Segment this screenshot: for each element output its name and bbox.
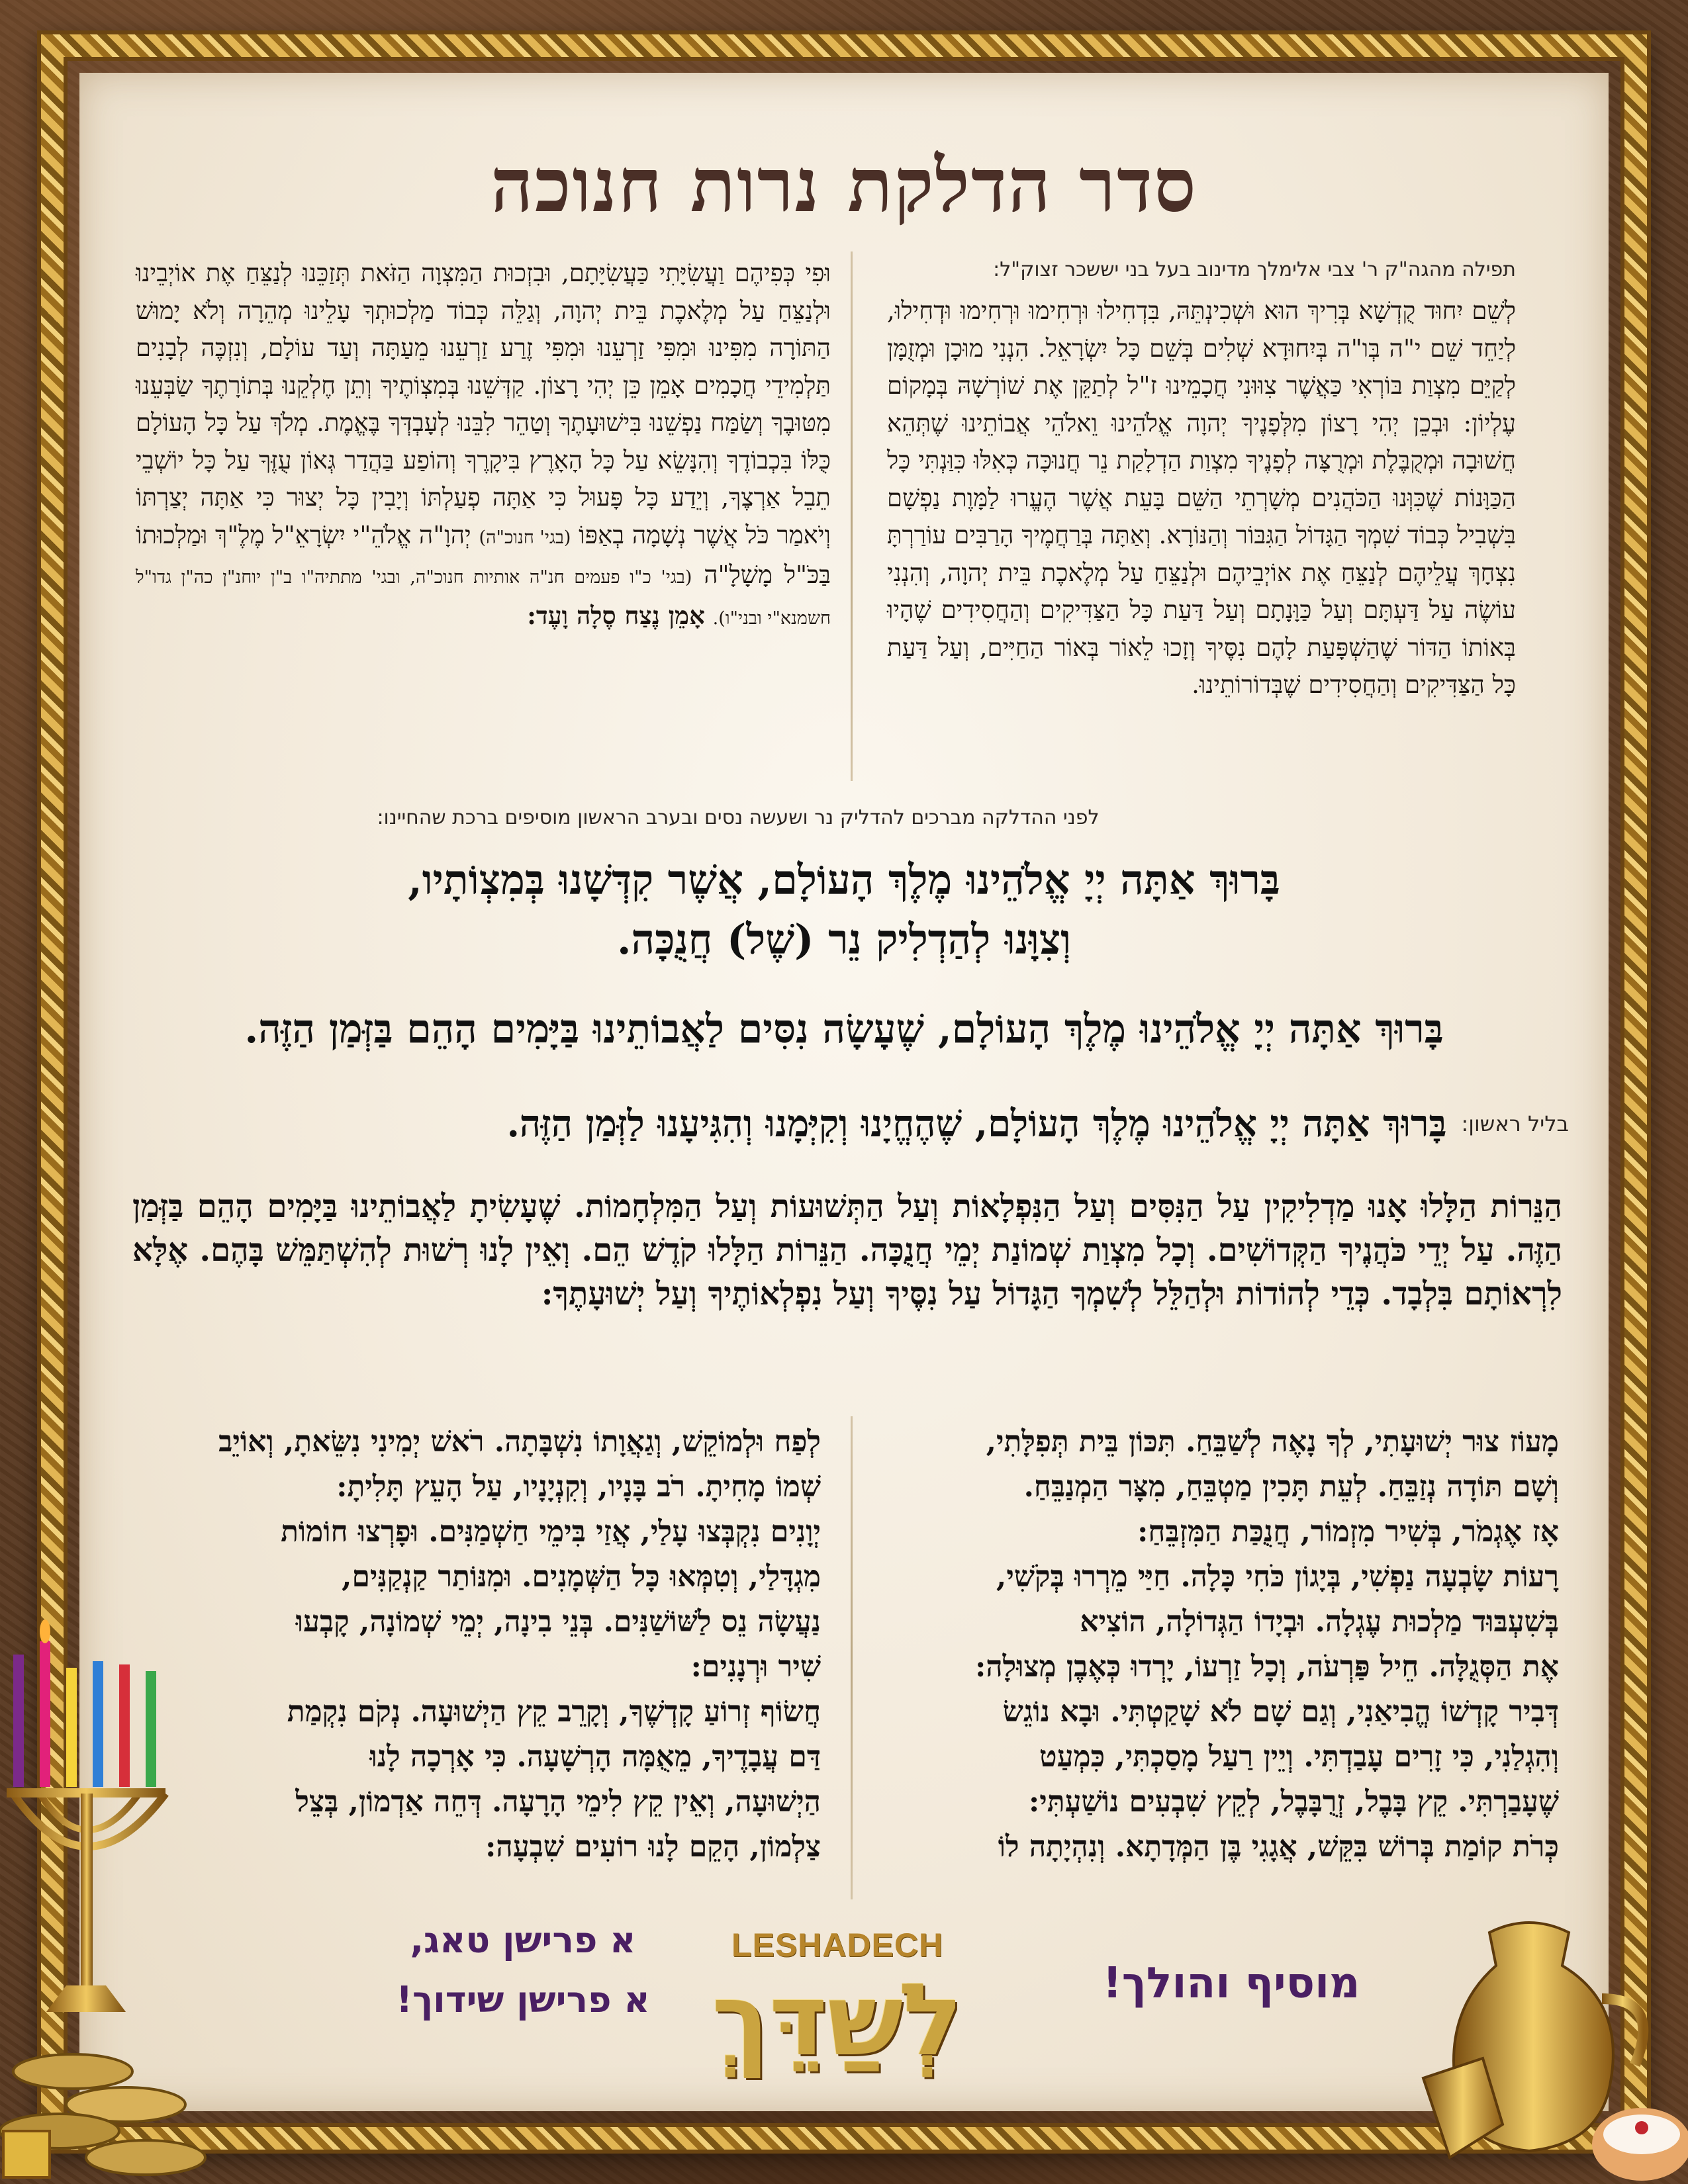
menorah-illustration: [0, 1615, 218, 2184]
blessing-candle-line2: וְצִוָּנוּ לְהַדְלִיק נֵר (שֶׁל) חֲנֻכָּה.: [616, 915, 1072, 964]
maoz-tzur-right-column: מָעוֹז צוּר יְשׁוּעָתִי, לְךָ נָאֶה לְשַׁבֵּחַ. תִּכּוֹן בֵּית תְּפִלָּתִי, וְשָׁם תּוֹדָה נְזַבֵּחַ. לְעֵת תָּכִין מַטְבֵּחַ, מִצָּר הַמְנַבֵּחַ. אָז אֶגְמֹר, בְּשִׁיר מִזְמוֹר, חֲנֻכַּת הַמִּזְבֵּחַ: רָעוֹת שָׂבְעָה נַפְשִׁי, בְּיָגוֹן כֹּחִי כָּלָה. חַיַּי מֵרְרוּ בְּקֹשִׁי, בְּשִׁעְבּוּד מַלְכוּת עֶגְלָה. וּבְיָדוֹ הַגְּדוֹלָה, הוֹצִיא אֶת הַסְּגֻלָּה. חֵיל פַּרְעֹה, וְכָל זַרְעוֹ, יָרְדוּ כְּאֶבֶן מְצוּלָה: דְּבִיר קָדְשׁוֹ הֱבִיאַנִי, וְגַם שָׁם לֹא שָׁקַטְתִּי. וּבָא נוֹגֵשׂ וְהִגְלַנִי, כִּי זָרִים עָבַדְתִּי. וְיֵין רַעַל מָסַכְתִּי, כִּמְעַט שֶׁעָבַרְתִּי. קֵץ בָּבֶל, זְרֻבָּבֶל, לְקֵץ שִׁבְעִים נוֹשַׁעְתִּי: כְּרֹת קוֹמַת בְּרוֹשׁ בִּקֵּשׁ, אֲגָגִי בֶּן הַמְּדָתָא. וְנִהְיָתָה לוֹ: [975, 1425, 1559, 1864]
slogan-left-line2: א פרישן שידוך!: [396, 1979, 650, 2021]
left-prayer-text: וּפִי כְּפִיהֶם וַעֲשִׂיָּתִי כַּעֲשִׂיָּתָם, וּבִזְכוּת הַמִּצְוָה הַזֹּאת תְּזַכֵּנוּ לְנַצֵּחַ אֶת אוֹיְבֵינוּ וּלְנַצֵּחַ עַל מְלֶאכֶת בֵּית יְהוָה, וְגַלֵּה כְּבוֹד מַלְכוּתְךָ עָלֵינוּ מְהֵרָה וְלֹא יָמוּשׁ הַתּוֹרָה מִפִּינוּ וּמִפִּי זַרְעֵנוּ וּמִפִּי זֶרַע זַרְעֵנוּ מֵעַתָּה וְעַד עוֹלָם, וְנִזְכֶּה לְבָנִים תַּלְמִידֵי חֲכָמִים אָמֵן כֵּן יְהִי רָצוֹן. קַדְּשֵׁנוּ בְּמִצְוֹתֶיךָ וְתֵן חֶלְקֵנוּ בְּתוֹרָתֶךָ שַׂבְּעֵנוּ מִטּוּבֶךָ וְשַׂמַּח נַפְשֵׁנוּ בִּישׁוּעָתֶךָ וְטַהֵר לִבֵּנוּ לְעָבְדְּךָ בֶּאֱמֶת. מְלֹךְ עַל כָּל הָעוֹלָם כֻּלּוֹ בִּכְבוֹדֶךָ וְהִנָּשֵׂא עַל כָּל הָאָרֶץ בִּיקָרֶךָ וְהוֹפַע בַּהֲדַר גְּאוֹן עֻזֶּךָ עַל כָּל יוֹשְׁבֵי תֵבֵל אַרְצֶךָ, וְיֵדַע כָּל פָּעוּל כִּי אַתָּה פְעַלְתּוֹ וְיָבִין כָּל יְצוּר כִּי אַתָּה יְצַרְתּוֹ וְיֹאמַר כֹּל אֲשֶׁר נְשָׁמָה בְאַפּוֹ: [136, 259, 831, 549]
candles: [13, 1619, 156, 1787]
blessing-shehecheyanu-row: [126, 1102, 1569, 1146]
left-prayer-text-2: יְהוָ"ה אֱלֹהֵ"י יִשְׂרָאֵ"ל מֶלֶ"ךְ וּמַלְכוּתוֹ בַּכֹּ"ל מָשָׁלָ"ה: [136, 520, 831, 589]
lighting-instruction: לפני ההדלקה מברכים להדליק נר ושעשה נסים ובערב הראשון מוסיפים ברכת שהחיינו:: [377, 806, 1100, 829]
leshadech-logo: [682, 1926, 993, 2124]
logo-english: LESHADECH: [731, 1927, 944, 1964]
slogan-right: מוסיף והולך!: [1102, 1959, 1360, 2008]
blessing-miracles: בָּרוּךְ אַתָּה יְיָ אֱלֹהֵינוּ מֶלֶךְ הָעוֹלָם, שֶׁעָשָׂה נִסִּים לַאֲבוֹתֵינוּ בַּיָּמִים הָהֵם בַּזְּמַן הַזֶּה.: [244, 1006, 1444, 1052]
maoz-tzur-left-column: לְפַח וּלְמוֹקֵשׁ, וְגַאֲוָתוֹ נִשְׁבָּתָה. רֹאשׁ יְמִינִי נִשֵּׂאתָ, וְאוֹיֵב שְׁמוֹ מָחִיתָ. רֹב בָּנָיו, וְקִנְיָנָיו, עַל הָעֵץ תָּלִיתָ: יְוָנִים נִקְבְּצוּ עָלַי, אֲזַי בִּימֵי חַשְׁמַנִּים. וּפָרְצוּ חוֹמוֹת מִגְדָּלַי, וְטִמְּאוּ כָּל הַשְּׁמָנִים. וּמִנּוֹתַר קַנְקַנִּים, נַעֲשָׂה נֵס לַשּׁוֹשַׁנִּים. בְּנֵי בִינָה, יְמֵי שְׁמוֹנָה, קָבְעוּ שִׁיר וּרְנָנִים: חֲשׂוֹף זְרוֹעַ קָדְשֶׁךָ, וְקָרֵב קֵץ הַיְשׁוּעָה. נְקֹם נִקְמַת דַּם עֲבָדֶיךָ, מֵאֻמָּה הָרְשָׁעָה. כִּי אָרְכָה לָנוּ הַיְשׁוּעָה, וְאֵין קֵץ לִימֵי הָרָעָה. דְּחֵה אַדְמוֹן, בְּצֵל צַלְמוֹן, הָקֵם לָנוּ רוֹעִים שִׁבְעָה:: [218, 1425, 821, 1864]
right-prayer-column: [887, 293, 1516, 782]
page-title: סדר הדלקת נרות חנוכה: [491, 142, 1197, 229]
prayer-attribution: תפילה מהגה"ק ר' צבי אלימלך מדינוב בעל בני יששכר זצוק"ל:: [993, 258, 1516, 281]
jug-dreidel-illustration: [1410, 1906, 1688, 2184]
prayer-ending: אָמֵן נֶצַח סֶלָה וָעֶד:: [527, 600, 705, 630]
dreidel-cube: [3, 2131, 50, 2177]
column-divider: [851, 251, 853, 781]
left-prayer-column: [136, 255, 831, 784]
haneirot-halalu: הַנֵּרוֹת הַלָּלוּ אָנוּ מַדְלִיקִין עַל הַנִּסִּים וְעַל הַנִּפְלָאוֹת וְעַל הַתְּשׁוּעוֹת וְעַל הַמִּלְחָמוֹת. שֶׁעָשִׂיתָ לַאֲבוֹתֵינוּ בַּיָּמִים הָהֵם בַּזְּמַן הַזֶּה. עַל יְדֵי כֹּהֲנֶיךָ הַקְּדוֹשִׁים. וְכָל מִצְוַת שְׁמוֹנַת יְמֵי חֲנֻכָּה. הַנֵּרוֹת הַלָּלוּ קֹדֶשׁ הֵם. וְאֵין לָנוּ רְשׁוּת לְהִשְׁתַּמֵּשׁ בָּהֶם. אֶלָּא לִרְאוֹתָם בִּלְבָד. כְּדֵי לְהוֹדוֹת וּלְהַלֵּל לְשִׁמְךָ הַגָּדוֹל עַל נִסֶּיךָ וְעַל נִפְלְאוֹתֶיךָ וְעַל יְשׁוּעָתֶךָ:: [132, 1188, 1562, 1312]
song-column-divider: [851, 1416, 853, 1899]
gematria-note-2: (בגי' כ"ו פעמים חנ"ה אותיות חנוכ"ה, ובגי' מתתיה"ו ב"ן יוחנ"ן כה"ן גדו"ל חשמנא"י ובני"ו).: [136, 567, 831, 629]
gematria-note-1: (בגי' חנוכ"ה): [479, 527, 571, 548]
blessing-candle-line1: בָּרוּךְ אַתָּה יְיָ אֱלֹהֵינוּ מֶלֶךְ הָעוֹלָם, אֲשֶׁר קִדְּשָׁנוּ בְּמִצְוֹתָיו,: [408, 856, 1280, 904]
right-prayer-text: לְשֵׁם יִחוּד קֻדְשָׁא בְּרִיךְ הוּא וּשְׁכִינְתֵּהּ, בִּדְחִילוּ וּרְחִימוּ וּרְחִימוּ וּדְחִילוּ, לְיַחֵד שֵׁם י"ה בְּו"ה בְּיִחוּדָא שְׁלִים בְּשֵׁם כָּל יִשְׂרָאֵל. הִנְנִי מוּכָן וּמְזֻמָּן לְקַיֵּם מִצְוַת בּוֹרְאִי כַּאֲשֶׁר צִוּוּנִי חֲכָמֵינוּ ז"ל לְתַקֵּן אֶת שׁוֹרְשָׁהּ בְּמָקוֹם עֶלְיוֹן: וּבְכֵן יְהִי רָצוֹן מִלְּפָנֶיךָ יְהוָה אֱלֹהֵינוּ וֵאלֹהֵי אֲבוֹתֵינוּ שֶׁתְּהֵא חֲשׁוּבָה וּמְקֻבֶּלֶת וּמְרֻצָּה לְפָנֶיךָ מִצְוַת הַדְלָקַת נֵר חֲנוּכָּה כְּאִלּוּ כִּוַּנְתִּי כָּל הַכַּוָּנוֹת שֶׁכִּוְּנוּ הַכֹּהֲנִים מְשָׁרְתֵי הַשֵּׁם בָּעֵת אֲשֶׁר הֶעֱרוּ לַמָּוֶת נַפְשָׁם בִּשְׁבִיל כְּבוֹד שִׁמְךָ הַגָּדוֹל הַגִּבּוֹר וְהַנּוֹרָא. וְאַתָּה בְּרַחֲמֶיךָ הָרַבִּים עוֹרַרְתָּ נִצְחָךְ עֲלֵיהֶם לְנַצֵּחַ אֶת אוֹיְבֵיהֶם וּלְנַצֵּחַ עַל מְלֶאכֶת בֵּית יְהוָה, וְהִנְנִי עוֹשֶׂה עַל דַּעְתָּם וְעַל כַּוָּנָתָם וְעַל דַּעַת כָּל הַצַּדִּיקִים וְהַחֲסִידִים שֶׁהָיוּ בְּאוֹתוֹ הַדּוֹר שֶׁהַשְׁפָּעַת לָהֶם נִסֶּיךָ וְזָכוּ לֵאוֹר בְּאוֹר הַחַיִּים, וְעַל דַּעַת כָּל הַצַּדִּיקִים וְהַחֲסִידִים שֶׁבְּדוֹרוֹתֵינוּ.: [887, 296, 1516, 699]
first-night-label: בליל ראשון:: [1461, 1111, 1569, 1136]
blessing-shehecheyanu: בָּרוּךְ אַתָּה יְיָ אֱלֹהֵינוּ מֶלֶךְ הָעוֹלָם, שֶׁהֶחֱיָנוּ וְקִיְּמָנוּ וְהִגִּיעָנוּ לַזְּמַן הַזֶּה.: [506, 1102, 1447, 1146]
slogan-left-line1: א פרישן טאג,: [410, 1919, 636, 1961]
logo-hebrew: לְשַׁדֵּךְ: [712, 1963, 963, 2078]
